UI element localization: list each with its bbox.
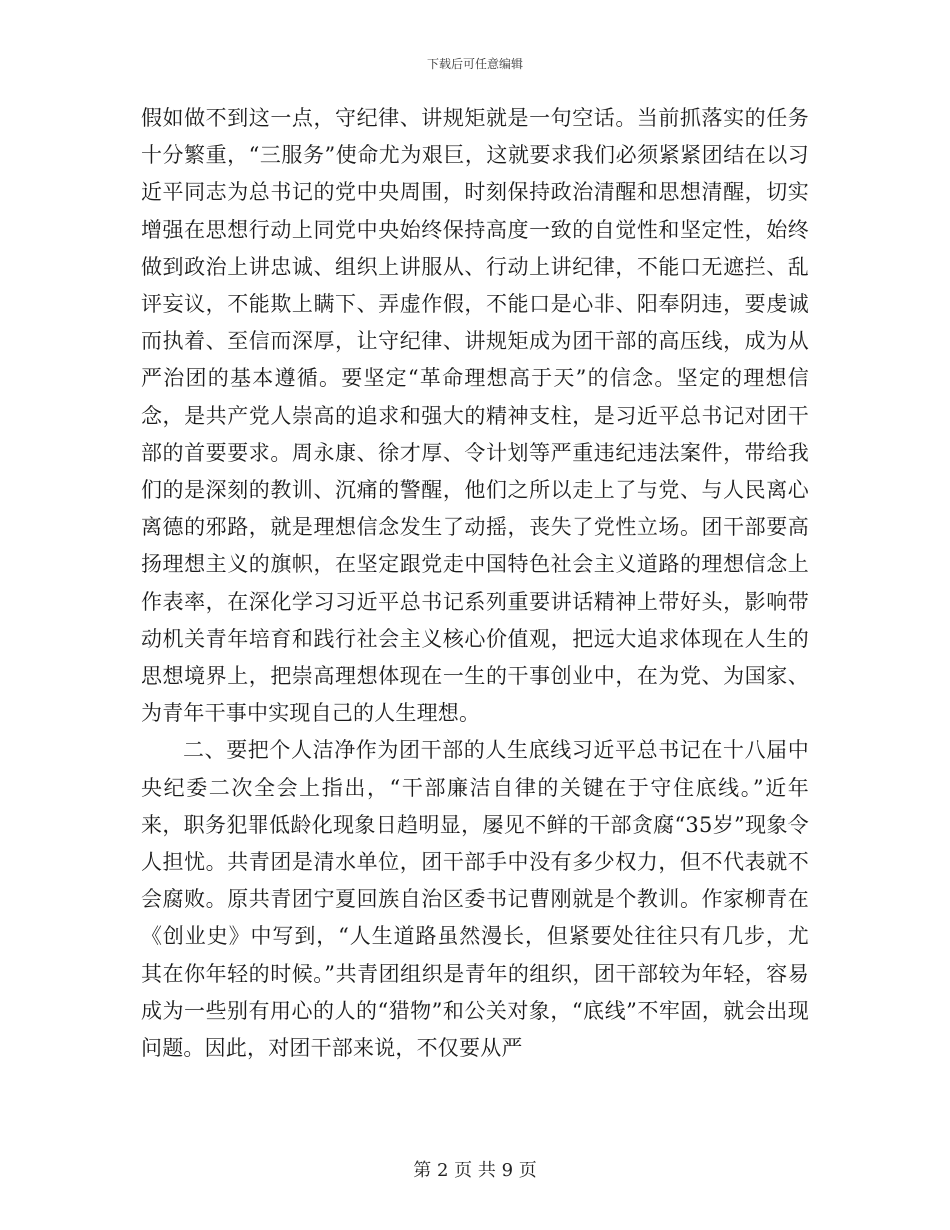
- body-paragraph-2: 二、要把个人洁净作为团干部的人生底线习近平总书记在十八届中央纪委二次全会上指出，“干部廉洁自律的关键在于守住底线。”近年来，职务犯罪低龄化现象日趋明显，屡见不鲜的干部贪腐“35岁”现象令人担忧。共青团是清水单位，团干部手中没有多少权力，但不代表就不会腐败。原共青团宁夏回族自治区委书记曹刚就是个教训。作家柳青在《创业史》中写到，“人生道路虽然漫长，但紧要处往往只有几步，尤其在你年轻的时候。”共青团组织是青年的组织，团干部较为年轻，容易成为一些别有用心的人的“猎物”和公关对象，“底线”不牢固，就会出现问题。因此，对团干部来说，不仅要从严: [141, 738, 809, 1061]
- body-paragraph-1: 假如做不到这一点，守纪律、讲规矩就是一句空话。当前抓落实的任务十分繁重，“三服务”使命尤为艰巨，这就要求我们必须紧紧团结在以习近平同志为总书记的党中央周围，时刻保持政治清醒和思想清醒，切实增强在思想行动上同党中央始终保持高度一致的自觉性和坚定性，始终做到政治上讲忠诚、组织上讲服从、行动上讲纪律，不能口无遮拦、乱评妄议，不能欺上瞒下、弄虚作假，不能口是心非、阳奉阴违，要虔诚而执着、至信而深厚，让守纪律、讲规矩成为团干部的高压线，成为从严治团的基本遵循。要坚定“革命理想高于天”的信念。坚定的理想信念，是共产党人崇高的追求和强大的精神支柱，是习近平总书记对团干部的首要要求。周永康、徐才厚、令计划等严重违纪违法案件，带给我们的是深刻的教训、沉痛的警醒，他们之所以走上了与党、与人民离心离德的邪路，就是理想信念发生了动摇，丧失了党性立场。团干部要高扬理想主义的旗帜，在坚定跟党走中国特色社会主义道路的理想信念上作表率，在深化学习习近平总书记系列重要讲话精神上带好头，影响带动机关青年培育和践行社会主义核心价值观，把远大追求体现在人生的思想境界上，把崇高理想体现在一生的干事创业中，在为党、为国家、为青年干事中实现自己的人生理想。: [141, 106, 809, 726]
- page-number-footer: 第 2 页 共 9 页: [413, 1160, 537, 1181]
- document-body: [141, 100, 809, 1067]
- header-note: 下载后可任意编辑: [426, 57, 523, 71]
